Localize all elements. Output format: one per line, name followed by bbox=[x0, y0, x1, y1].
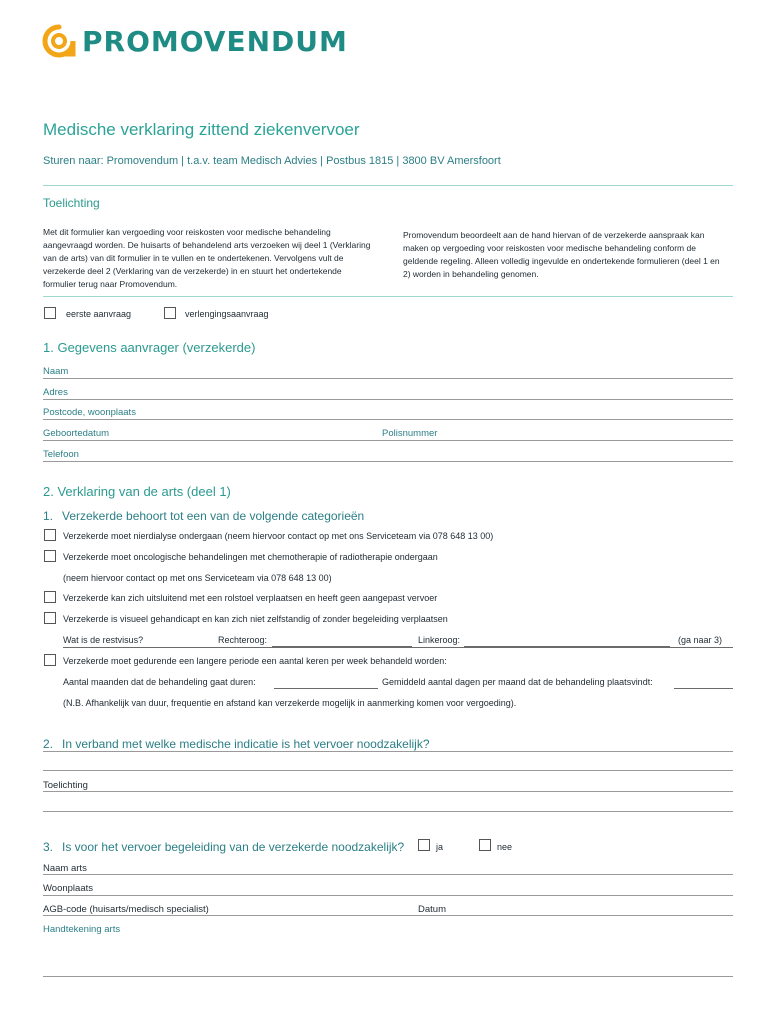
aantal-maanden-field[interactable] bbox=[274, 688, 378, 689]
opt-nierdialyse-checkbox[interactable] bbox=[44, 529, 56, 541]
ga-naar-3: (ga naar 3) bbox=[678, 635, 723, 645]
toelichting-left-text: Met dit formulier kan vergoeding voor reiskosten voor medische behandeling aangevraagd worden. De huisarts of behandelend arts verzoeken wij deel 1 (Verklaring van de arts) van dit formulier in te vullen en te ondertekenen. Vervolgens vult de verzekerde deel 2 (Verklaring van de verzekerde) in en stuurt het ondertekende formulier terug naar Promovendum. bbox=[43, 227, 371, 289]
polisnummer-label: Polisnummer bbox=[382, 428, 438, 439]
logo bbox=[42, 24, 348, 58]
q3-number: 3. bbox=[43, 840, 54, 854]
opt-rolstoel-label: Verzekerde kan zich uitsluitend met een rolstoel verplaatsen en heeft geen aangepast vervoer bbox=[63, 593, 438, 603]
opt-rolstoel-checkbox[interactable] bbox=[44, 591, 56, 603]
adres-field[interactable] bbox=[43, 399, 733, 400]
indicatie-field[interactable] bbox=[43, 751, 733, 752]
naam-arts-field[interactable] bbox=[43, 874, 733, 875]
begeleiding-nee-checkbox[interactable] bbox=[479, 839, 491, 851]
nb-note: (N.B. Afhankelijk van duur, frequentie en afstand kan verzekerde mogelijk in aanmerking komen voor vergoeding). bbox=[63, 698, 517, 708]
q2-question: In verband met welke medische indicatie is het vervoer noodzakelijk? bbox=[62, 737, 430, 751]
page-title: Medische verklaring zittend ziekenvervoer bbox=[43, 120, 360, 139]
q1-number: 1. bbox=[43, 509, 54, 523]
section2-heading: 2. Verklaring van de arts (deel 1) bbox=[43, 484, 231, 499]
opt-oncologie-note: (neem hiervoor contact op met ons Serviceteam via 078 648 13 00) bbox=[63, 573, 332, 583]
verlengingsaanvraag-checkbox[interactable] bbox=[164, 307, 176, 319]
logo-text: PROMOVENDUM bbox=[82, 24, 348, 58]
telefoon-label: Telefoon bbox=[43, 449, 79, 460]
opt-visueel-checkbox[interactable] bbox=[44, 612, 56, 624]
eerste-aanvraag-checkbox[interactable] bbox=[44, 307, 56, 319]
promovendum-logo-icon bbox=[42, 24, 76, 58]
aantal-maanden-label: Aantal maanden dat de behandeling gaat duren: bbox=[63, 677, 256, 687]
opt-langere-periode-label: Verzekerde moet gedurende een langere periode een aantal keren per week behandeld worden: bbox=[63, 656, 447, 666]
opt-langere-periode-checkbox[interactable] bbox=[44, 654, 56, 666]
handtekening-field[interactable] bbox=[43, 976, 733, 977]
agb-datum-field[interactable] bbox=[43, 915, 733, 916]
q2-number: 2. bbox=[43, 737, 54, 751]
naam-label: Naam bbox=[43, 366, 69, 377]
woonplaats-label: Woonplaats bbox=[43, 883, 93, 894]
begeleiding-nee-label: nee bbox=[497, 842, 513, 852]
naam-arts-label: Naam arts bbox=[43, 863, 87, 874]
geboortedatum-polisnummer-field[interactable] bbox=[43, 440, 733, 441]
divider bbox=[63, 647, 733, 648]
geboortedatum-label: Geboortedatum bbox=[43, 428, 110, 439]
opt-visueel-label: Verzekerde is visueel gehandicapt en kan zich niet zelfstandig of zonder begeleiding verplaatsen bbox=[63, 614, 448, 624]
telefoon-field[interactable] bbox=[43, 461, 733, 462]
toelichting-field[interactable] bbox=[43, 791, 733, 792]
linkeroog-label: Linkeroog: bbox=[418, 635, 461, 645]
toelichting-right-text: Promovendum beoordeelt aan de hand hiervan of de verzekerde aanspraak kan maken op vergoeding voor reiskosten voor medische behandeling conform de geldende regeling. Alleen volledig ingevulde en ondertekende formulieren (deel 1 en 2) worden in behandeling genomen. bbox=[403, 230, 720, 279]
postcode-field[interactable] bbox=[43, 419, 733, 420]
q3-question: Is voor het vervoer begeleiding van de verzekerde noodzakelijk? bbox=[62, 840, 405, 854]
agb-code-label: AGB-code (huisarts/medisch specialist) bbox=[43, 904, 209, 915]
adres-label: Adres bbox=[43, 387, 68, 398]
gemiddeld-field[interactable] bbox=[674, 688, 733, 689]
handtekening-label: Handtekening arts bbox=[43, 924, 121, 935]
opt-oncologie-checkbox[interactable] bbox=[44, 550, 56, 562]
mailing-address: Sturen naar: Promovendum | t.a.v. team Medisch Advies | Postbus 1815 | 3800 BV Amersfoort bbox=[43, 155, 501, 167]
postcode-label: Postcode, woonplaats bbox=[43, 407, 136, 418]
eerste-aanvraag-label: eerste aanvraag bbox=[66, 309, 132, 319]
naam-field[interactable] bbox=[43, 378, 733, 379]
begeleiding-ja-label: ja bbox=[436, 842, 444, 852]
divider bbox=[43, 185, 733, 186]
toelichting-field-2[interactable] bbox=[43, 811, 733, 812]
verlengingsaanvraag-label: verlengingsaanvraag bbox=[185, 309, 269, 319]
restvisus-label: Wat is de restvisus? bbox=[63, 635, 144, 645]
datum-label: Datum bbox=[418, 904, 446, 915]
rechteroog-label: Rechteroog: bbox=[218, 635, 268, 645]
divider bbox=[43, 296, 733, 297]
section1-heading: 1. Gegevens aanvrager (verzekerde) bbox=[43, 340, 256, 355]
toelichting-label: Toelichting bbox=[43, 780, 88, 791]
gemiddeld-label: Gemiddeld aantal dagen per maand dat de behandeling plaatsvindt: bbox=[382, 677, 653, 687]
woonplaats-field[interactable] bbox=[43, 895, 733, 896]
begeleiding-ja-checkbox[interactable] bbox=[418, 839, 430, 851]
indicatie-field-2[interactable] bbox=[43, 770, 733, 771]
toelichting-heading: Toelichting bbox=[43, 196, 100, 210]
opt-oncologie-label: Verzekerde moet oncologische behandelingen met chemotherapie of radiotherapie ondergaan bbox=[63, 552, 438, 562]
opt-nierdialyse-label: Verzekerde moet nierdialyse ondergaan (neem hiervoor contact op met ons Serviceteam via 078 648 13 00) bbox=[63, 531, 494, 541]
q1-question: Verzekerde behoort tot een van de volgende categorieën bbox=[62, 509, 365, 523]
